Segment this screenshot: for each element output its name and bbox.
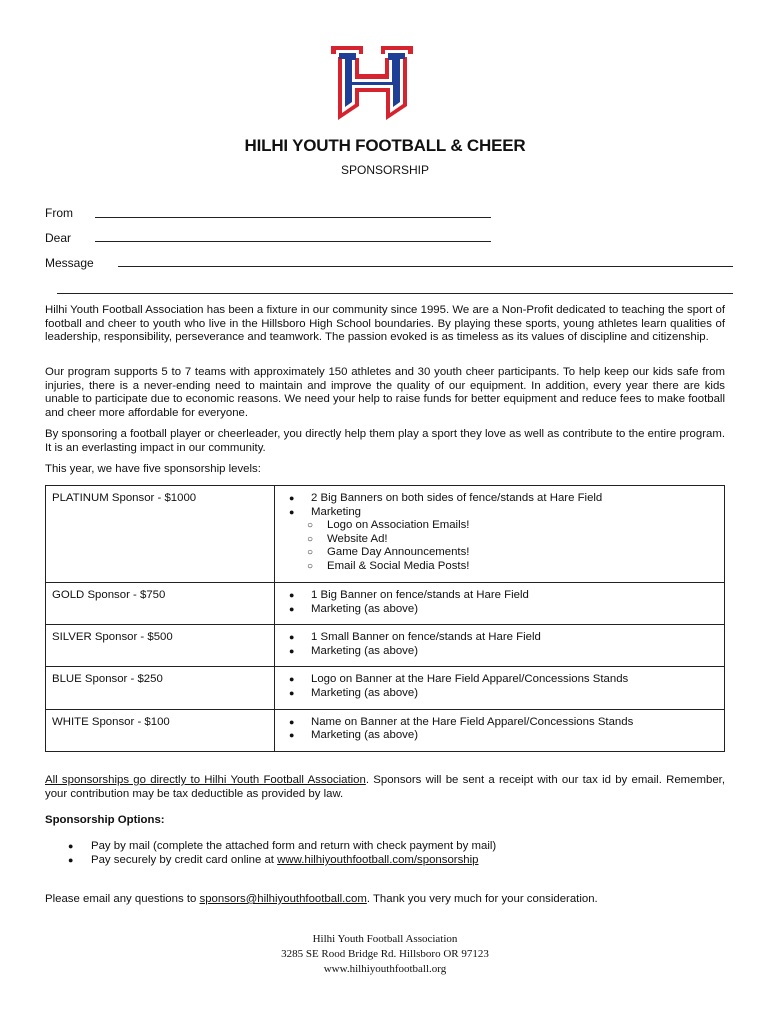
footer-website: www.hilhiyouthfootball.org bbox=[323, 963, 447, 975]
option-mail: ● Pay by mail (complete the attached form and return with check payment by mail) bbox=[91, 839, 496, 853]
tax-notice-rest: . Sponsors will be sent a receipt with our tax id by email. Remember, your contribution may be tax deductible as provided by law. bbox=[45, 774, 725, 800]
benefit-item: ● Marketing (as above) bbox=[311, 729, 718, 743]
tax-notice-underlined: All sponsorships go directly to Hilhi Youth Football Association bbox=[45, 774, 366, 786]
option-online bbox=[91, 853, 496, 867]
from-line[interactable] bbox=[95, 217, 491, 218]
sub-benefit-item: ○ Game Day Announcements! bbox=[327, 546, 718, 560]
footer-org: Hilhi Youth Football Association bbox=[312, 933, 458, 945]
from-label: From bbox=[45, 206, 73, 220]
sponsorship-link[interactable]: www.hilhiyouthfootball.com/sponsorship bbox=[277, 854, 479, 866]
options-list bbox=[45, 839, 496, 867]
level-benefits bbox=[275, 625, 725, 667]
benefit-item: ● Name on Banner at the Hare Field Apparel/Concessions Stands bbox=[311, 716, 718, 730]
benefit-item: ● Marketing (as above) bbox=[311, 645, 718, 659]
benefit-item: ● 2 Big Banners on both sides of fence/stands at Hare Field bbox=[311, 492, 718, 506]
level-name: SILVER Sponsor - $500 bbox=[46, 625, 275, 667]
options-heading: Sponsorship Options: bbox=[45, 814, 165, 826]
level-name: WHITE Sponsor - $100 bbox=[46, 709, 275, 751]
level-row-white bbox=[46, 709, 725, 751]
footer-address: 3285 SE Rood Bridge Rd. Hillsboro OR 97123 bbox=[281, 948, 489, 960]
message-line-1[interactable] bbox=[118, 266, 733, 267]
benefit-item: ● Marketing (as above) bbox=[311, 687, 718, 701]
sponsorship-levels-table bbox=[45, 485, 725, 752]
level-benefits bbox=[275, 486, 725, 583]
dear-label: Dear bbox=[45, 231, 72, 245]
benefit-item-label: Marketing bbox=[311, 505, 362, 518]
page-subtitle: SPONSORSHIP bbox=[340, 163, 430, 177]
intro-paragraph-1: Hilhi Youth Football Association has been a fixture in our community since 1995. We are a Non-Profit dedicated to teaching the sport of football and cheer to youth who live in the Hillsboro High School boundaries. By playing these sports, young athletes learn qualities of leadership, responsibility, perseverance and teamwork. The passion evoked is as timeless as its values of discipline and citizenship. bbox=[45, 304, 725, 344]
level-name: BLUE Sponsor - $250 bbox=[46, 667, 275, 709]
benefit-item: ● 1 Big Banner on fence/stands at Hare Field bbox=[311, 589, 718, 603]
level-name: GOLD Sponsor - $750 bbox=[46, 583, 275, 625]
contact-prefix: Please email any questions to bbox=[45, 893, 200, 905]
intro-paragraph-2: Our program supports 5 to 7 teams with approximately 150 athletes and 30 youth cheer participants. To help keep our kids safe from injuries, there is a never-ending need to maintain and improve the quality of our equipment. In addition, every year there are kids unable to participate due to economic reasons. We need your help to raise funds for better equipment and reduce fees to make football and cheer more affordable for everyone. bbox=[45, 366, 725, 419]
level-benefits bbox=[275, 583, 725, 625]
sub-benefit-item: ○ Email & Social Media Posts! bbox=[327, 560, 718, 574]
level-row-blue bbox=[46, 667, 725, 709]
level-name: PLATINUM Sponsor - $1000 bbox=[46, 486, 275, 583]
contact-line bbox=[45, 893, 725, 907]
level-row-silver bbox=[46, 625, 725, 667]
level-benefits bbox=[275, 709, 725, 751]
level-row-gold bbox=[46, 583, 725, 625]
level-row-platinum bbox=[46, 486, 725, 583]
option-online-text: Pay securely by credit card online at bbox=[91, 854, 278, 866]
sub-benefit-item: ○ Website Ad! bbox=[327, 533, 718, 547]
message-label: Message bbox=[45, 256, 94, 270]
level-benefits bbox=[275, 667, 725, 709]
benefit-item: ● Marketing (as above) bbox=[311, 603, 718, 617]
levels-intro: This year, we have five sponsorship levels: bbox=[45, 463, 261, 475]
benefit-item bbox=[311, 506, 718, 520]
hilhi-h-logo bbox=[330, 44, 414, 122]
sub-benefit-item: ○ Logo on Association Emails! bbox=[327, 519, 718, 533]
intro-paragraph-3: By sponsoring a football player or cheerleader, you directly help them play a sport they love as well as contribute to the entire program. It is an everlasting impact in our community. bbox=[45, 428, 725, 454]
message-line-2[interactable] bbox=[57, 293, 733, 294]
dear-line[interactable] bbox=[95, 241, 491, 242]
sponsors-email-link[interactable]: sponsors@hilhiyouthfootball.com bbox=[199, 893, 367, 905]
benefit-item: ● 1 Small Banner on fence/stands at Hare Field bbox=[311, 631, 718, 645]
tax-notice bbox=[45, 774, 725, 801]
benefit-item: ● Logo on Banner at the Hare Field Apparel/Concessions Stands bbox=[311, 673, 718, 687]
page-title: HILHI YOUTH FOOTBALL & CHEER bbox=[244, 136, 526, 155]
contact-suffix: . Thank you very much for your consideration. bbox=[366, 893, 598, 905]
